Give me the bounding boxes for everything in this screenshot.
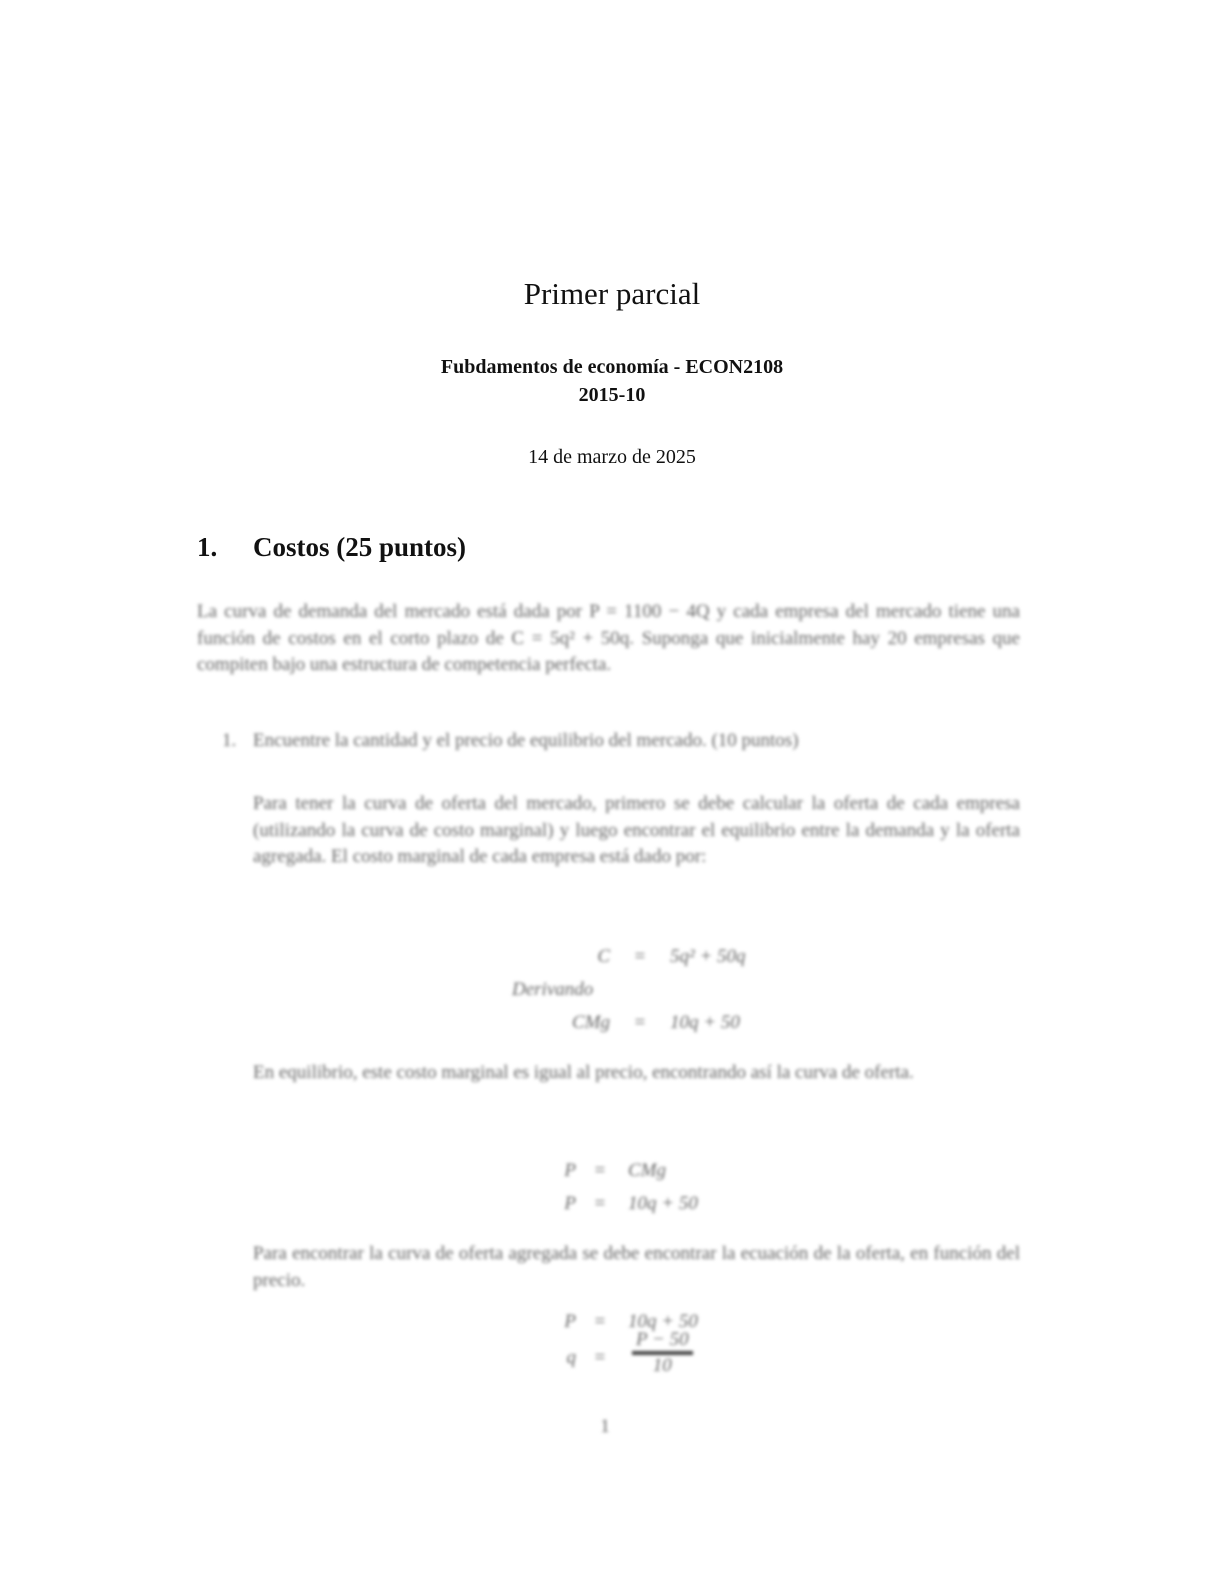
equation-block-2 [0,1160,1224,1220]
answer-paragraph: Para encontrar la curva de oferta agregada se debe encontrar la ecuación de la oferta, en función del precio. [253,1243,1020,1291]
equation-rhs: 10q + 50 [628,1311,698,1332]
equation-op: = [634,1012,646,1033]
intro-paragraph: La curva de demanda del mercado está dada por P = 1100 − 4Q y cada empresa del mercado tiene una función de costos en el corto plazo de C = 5q² + 50q. Suponga que inicialmente hay 20 empresas que compiten bajo una estructura de competencia perfecta. [197,601,1020,675]
document-title: Primer parcial [523,276,701,311]
fraction [632,1329,693,1377]
equation-op: = [634,946,646,967]
equation-op: = [594,1347,606,1368]
section-heading [197,532,466,563]
fraction-numerator: P − 50 [632,1329,693,1355]
equation-op: = [594,1193,606,1214]
list-item-text: Encuentre la cantidad y el precio de equilibrio del mercado. (10 puntos) [253,730,799,751]
derivation-label: Derivando [512,979,594,1000]
equation-lhs: C [597,946,610,967]
equation-block-1 [0,946,1224,1036]
equation-block-3 [0,1311,1224,1391]
document-date: 14 de marzo de 2025 [528,446,696,468]
section-number: 1. [197,532,218,562]
equation-lhs: q [566,1347,576,1368]
answer-paragraph: Para tener la curva de oferta del mercado, primero se debe calcular la oferta de cada empresa (utilizando la curva de costo marginal) y luego encontrar el equilibrio entre la demanda y la oferta agregada. El costo marginal de cada empresa está dado por: [253,793,1020,867]
equation-rhs: 10q + 50 [670,1012,740,1033]
equation-rhs: 5q² + 50q [670,946,746,967]
equation-lhs: P [564,1193,576,1214]
page-number: 1 [600,1416,610,1437]
equation-lhs: CMg [572,1012,610,1033]
answer-paragraph: En equilibrio, este costo marginal es igual al precio, encontrando así la curva de oferta. [253,1062,914,1083]
course-name: Fubdamentos de economía - ECON2108 [440,356,784,378]
equation-op: = [594,1160,606,1181]
term: 2015-10 [578,384,646,406]
equation-lhs: P [564,1311,576,1332]
equation-op: = [594,1311,606,1332]
list-item [222,730,1022,752]
equation-rhs: CMg [628,1160,666,1181]
equation-rhs: 10q + 50 [628,1193,698,1214]
fraction-denominator: 10 [652,1355,672,1376]
equation-lhs: P [564,1160,576,1181]
list-item-number: 1. [222,730,237,751]
section-title: Costos (25 puntos) [253,532,467,562]
